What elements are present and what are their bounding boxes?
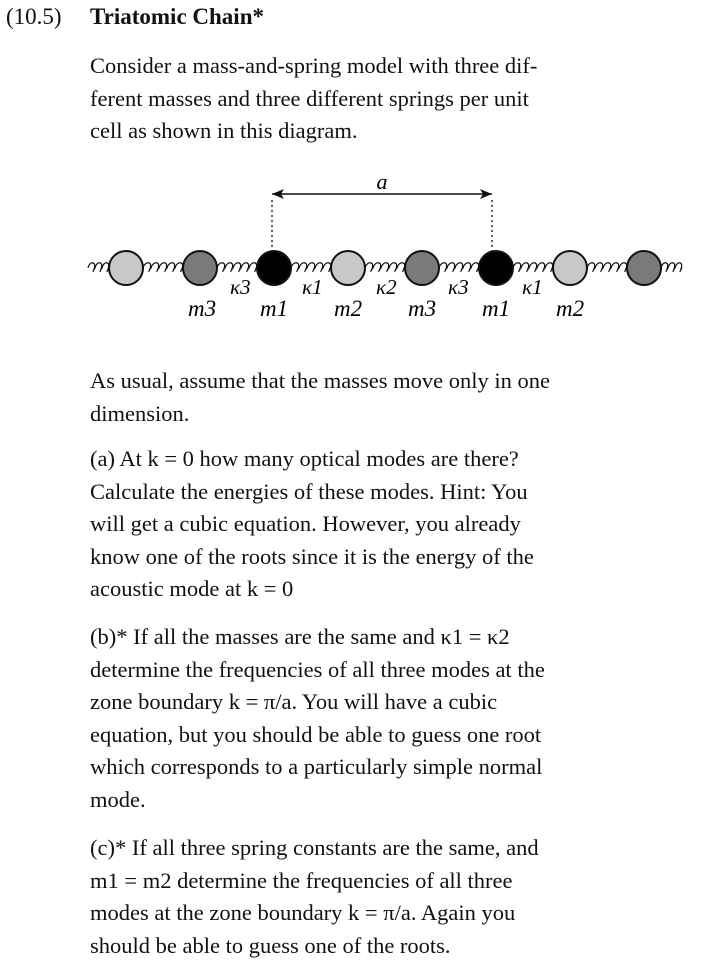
intro-line: Consider a mass-and-spring model with three dif-	[90, 53, 538, 78]
intro-line: ferent masses and three different springs per unit	[90, 85, 529, 111]
after-paragraph	[90, 365, 702, 430]
spring-coil	[513, 263, 553, 272]
spring-label: κ1	[302, 275, 323, 299]
mass-m2	[183, 251, 217, 285]
spring-label: κ2	[376, 275, 397, 299]
part-b-line: which corresponds to a particularly simple normal	[90, 754, 543, 779]
part-a-line: will get a cubic equation. However, you already	[90, 511, 521, 536]
mass-m3	[109, 251, 143, 285]
part-b-line: determine the frequencies of all three modes at the	[90, 656, 545, 682]
spring-coil	[88, 263, 109, 272]
triatomic-chain-diagram	[84, 170, 694, 330]
spring-label: κ3	[230, 275, 251, 299]
mass-label: m2	[556, 296, 585, 321]
mass-m1	[257, 251, 291, 285]
part-a-line: (a) At k = 0 how many optical modes are there?	[90, 446, 519, 471]
mass-label: m3	[408, 296, 437, 321]
lattice-constant-arrow	[272, 170, 492, 252]
part-a-paragraph	[90, 443, 702, 606]
spring-coil	[587, 263, 627, 272]
part-b-line: equation, but you should be able to guess one root	[90, 721, 542, 747]
mass-m1	[479, 251, 513, 285]
intro-line: cell as shown in this diagram.	[90, 118, 358, 143]
spring-coil	[217, 263, 257, 272]
spring-coil	[143, 263, 183, 272]
part-c-line: (c)* If all three spring constants are the same, and	[90, 835, 539, 860]
spring-coil	[365, 263, 405, 272]
problem-number: (10.5)	[6, 4, 62, 29]
mass-m3	[331, 251, 365, 285]
spring-label: κ1	[522, 275, 543, 299]
mass-m3	[553, 251, 587, 285]
intro-paragraph	[90, 50, 702, 148]
part-b-paragraph	[90, 621, 702, 816]
part-b-line: (b)* If all the masses are the same and κ1 = κ2	[90, 624, 510, 649]
part-c-line: modes at the zone boundary k = π/a. Again you	[90, 900, 516, 925]
part-b-line: zone boundary k = π/a. You will have a cubic	[90, 689, 498, 714]
part-a-line: know one of the roots since it is the energy of the	[90, 543, 534, 569]
mass-m2	[405, 251, 439, 285]
mass-label: m2	[334, 296, 363, 321]
spring-coil	[439, 263, 479, 272]
mass-label: m1	[482, 296, 511, 321]
springs	[88, 263, 682, 272]
part-a-line: acoustic mode at k = 0	[90, 576, 294, 601]
after-line: dimension.	[90, 400, 190, 426]
part-a-line: Calculate the energies of these modes. Hint: You	[90, 478, 528, 504]
problem-title: Triatomic Chain*	[90, 4, 264, 29]
part-b-line: mode.	[90, 786, 146, 812]
part-c-line: m1 = m2 determine the frequencies of all three	[90, 867, 513, 893]
spring-coil	[661, 263, 682, 272]
spring-label: κ3	[448, 275, 469, 299]
part-c-paragraph	[90, 832, 702, 962]
lattice-constant-label: a	[376, 170, 388, 194]
mass-label: m3	[188, 296, 217, 321]
spring-coil	[291, 263, 331, 272]
mass-labels	[188, 296, 584, 321]
after-line: As usual, assume that the masses move only in one	[90, 368, 550, 393]
part-c-line: should be able to guess one of the roots.	[90, 932, 451, 958]
mass-m2	[627, 251, 661, 285]
mass-label: m1	[260, 296, 289, 321]
